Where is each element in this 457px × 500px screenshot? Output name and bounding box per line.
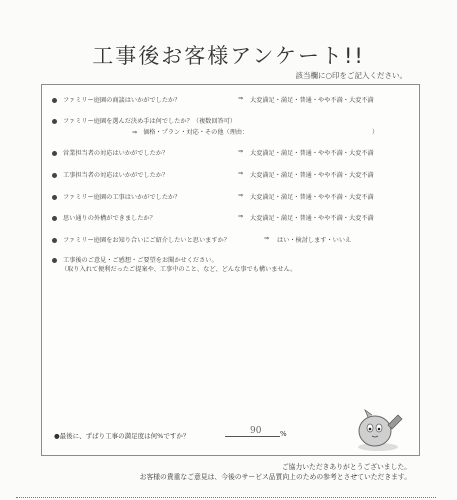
question-5 — [52, 192, 413, 201]
bullet-icon — [52, 195, 57, 200]
arrow-icon: ⇒ — [238, 148, 244, 155]
bullet-icon — [52, 98, 57, 103]
question-2-options[interactable]: 価格・プラン・対応・その他（理由： — [143, 129, 249, 136]
arrow-icon: ⇒ — [238, 95, 244, 102]
question-5-text: ファミリー庭園の工事はいかがでしたか？ — [62, 194, 181, 201]
paren-close: ） — [372, 129, 379, 136]
question-3 — [52, 148, 413, 157]
question-6-text: 思い通りの外構ができましたか？ — [62, 215, 156, 222]
question-8-note: （取り入れて便利だったご提案や、工事中のこと、など、どんな事でも構いません。 — [61, 266, 297, 273]
arrow-icon: ⇒ — [238, 213, 244, 220]
question-4 — [52, 170, 413, 179]
arrow-icon: ⇒ — [132, 129, 138, 136]
question-1 — [52, 95, 413, 104]
divider-dotted — [16, 497, 436, 498]
question-1-options[interactable]: 大変満足・満足・普通・やや不満・大変不満 — [250, 97, 374, 104]
thanks-line-1: ご協力いただきありがとうございました。 — [281, 463, 411, 471]
percent-value: 90 — [250, 426, 262, 436]
question-4-text: 工事担当者の対応はいかがでしたか？ — [62, 172, 169, 179]
percent-unit: % — [280, 430, 287, 438]
bullet-icon — [52, 119, 57, 124]
bullet-icon — [52, 238, 57, 243]
question-7-options[interactable]: はい・検討します・いいえ — [277, 237, 352, 244]
question-7-text: ファミリー庭園をお知り合いにご紹介したいと思いますか？ — [62, 237, 230, 244]
question-2-text: ファミリー庭園を選んだ決め手は何でしたか？（複数回答可） — [62, 118, 237, 125]
question-5-options[interactable]: 大変満足・満足・普通・やや不満・大変不満 — [250, 194, 374, 201]
bullet-icon — [52, 151, 57, 156]
question-2 — [52, 116, 413, 125]
question-3-options[interactable]: 大変満足・満足・普通・やや不満・大変不満 — [250, 150, 374, 157]
arrow-icon: ⇒ — [238, 192, 244, 199]
bullet-icon — [52, 173, 57, 178]
question-2-options-row — [132, 127, 379, 136]
question-7 — [52, 235, 413, 244]
question-8-text: 工事後のご意見・ご感想・ご要望をお聞かせください。 — [62, 257, 218, 264]
question-8 — [52, 255, 413, 264]
question-4-options[interactable]: 大変満足・満足・普通・やや不満・大変不満 — [250, 172, 374, 179]
comment-area[interactable] — [56, 279, 411, 419]
mascot-icon — [350, 405, 410, 453]
thanks-line-2: お客様の貴重なご意見は、今後のサービス品質向上のための参考とさせていただきます。 — [139, 473, 411, 481]
question-6 — [52, 213, 413, 222]
arrow-icon: ⇒ — [264, 235, 270, 242]
percent-input-line[interactable] — [225, 436, 280, 437]
instruction-text: 該当欄に○印をご記入ください。 — [295, 71, 407, 80]
bullet-icon — [52, 258, 57, 263]
question-3-text: 営業担当者の対応はいかがでしたか？ — [62, 150, 169, 157]
bullet-icon — [52, 216, 57, 221]
question-1-text: ファミリー庭園の商談はいかがでしたか？ — [62, 97, 181, 104]
survey-box — [41, 84, 420, 456]
page-title: 工事後お客様アンケート!! — [92, 44, 365, 68]
question-6-options[interactable]: 大変満足・満足・普通・やや不満・大変不満 — [250, 215, 374, 222]
final-question: ●最後に、ずばり工事の満足度は何%ですか？ — [54, 432, 190, 440]
arrow-icon: ⇒ — [238, 170, 244, 177]
